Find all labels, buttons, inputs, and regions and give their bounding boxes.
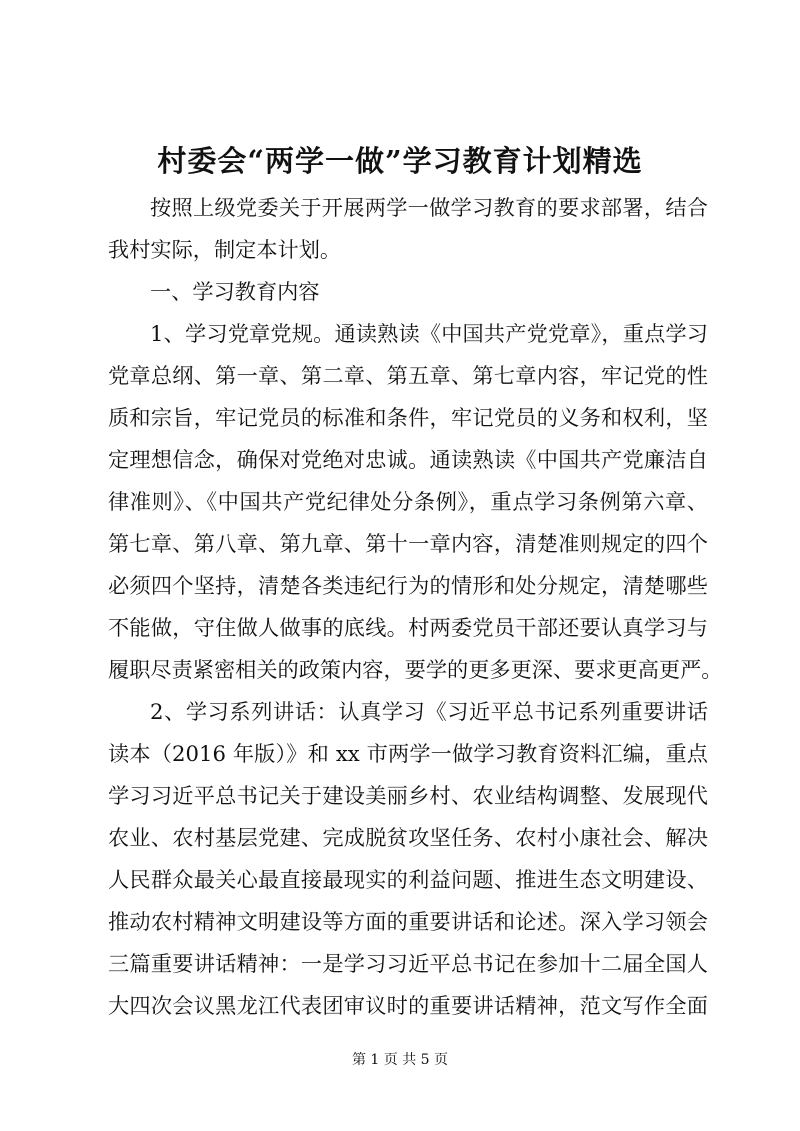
- paragraph-line: 定理想信念，确保对党绝对忠诚。通读熟读《中国共产党廉洁自: [108, 447, 708, 472]
- paragraph-line: 按照上级党委关于开展两学一做学习教育的要求部署，结合: [150, 195, 708, 220]
- paragraph-line: 大四次会议黑龙江代表团审议时的重要讲话精神，范文写作全面: [108, 993, 708, 1018]
- paragraph-line: 不能做，守住做人做事的底线。村两委党员干部还要认真学习与: [108, 615, 708, 640]
- paragraph-line: 我村实际，制定本计划。: [108, 237, 342, 262]
- paragraph-line: 履职尽责紧密相关的政策内容，要学的更多更深、要求更高更严。: [108, 657, 723, 682]
- paragraph-line: 律准则》、《中国共产党纪律处分条例》，重点学习条例第六章、: [108, 489, 708, 514]
- page-number-footer: 第 1 页 共 5 页: [351, 1052, 449, 1068]
- paragraph-line: 2、学习系列讲话：认真学习《习近平总书记系列重要讲话: [150, 699, 708, 724]
- paragraph-line: 党章总纲、第一章、第二章、第五章、第七章内容，牢记党的性: [108, 363, 708, 388]
- paragraph-line: 第七章、第八章、第九章、第十一章内容，清楚准则规定的四个: [108, 531, 708, 556]
- document-title: 村委会“两学一做”学习教育计划精选: [157, 144, 643, 178]
- paragraph-line: 三篇重要讲话精神：一是学习习近平总书记在参加十二届全国人: [108, 951, 708, 976]
- paragraph-line: 人民群众最关心最直接最现实的利益问题、推进生态文明建设、: [108, 867, 708, 892]
- paragraph-line: 质和宗旨，牢记党员的标准和条件，牢记党员的义务和权利，坚: [108, 405, 708, 430]
- paragraph-line: 农业、农村基层党建、完成脱贫攻坚任务、农村小康社会、解决: [108, 825, 708, 850]
- paragraph-line: 必须四个坚持，清楚各类违纪行为的情形和处分规定，清楚哪些: [108, 573, 708, 598]
- paragraph-line: 推动农村精神文明建设等方面的重要讲话和论述。深入学习领会: [108, 909, 708, 934]
- paragraph-line: 读本（2016 年版）》和 xx 市两学一做学习教育资料汇编，重点: [108, 741, 708, 766]
- section-heading: 一、学习教育内容: [150, 279, 320, 304]
- paragraph-line: 1、学习党章党规。通读熟读《中国共产党党章》，重点学习: [150, 321, 708, 346]
- paragraph-line: 学习习近平总书记关于建设美丽乡村、农业结构调整、发展现代: [108, 783, 708, 808]
